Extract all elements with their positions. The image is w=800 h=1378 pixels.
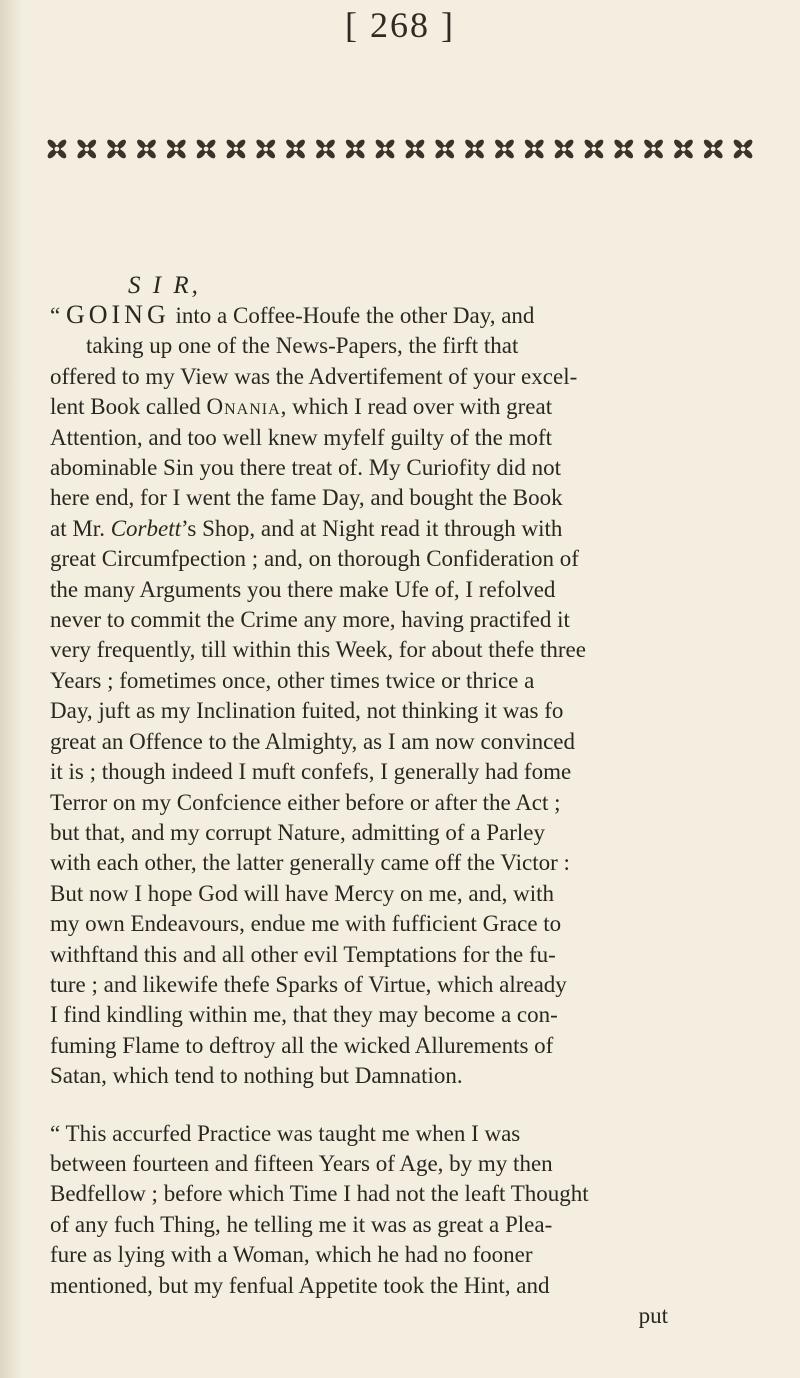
text-line: But now I hope God will have Mercy on me, and, with [50,880,554,906]
fleuron-icon [702,138,724,160]
text-line: withftand this and all other evil Temptations for the fu- [50,941,556,967]
text-line: the many Arguments you there make Ufe of, I refolved [50,576,556,602]
fleuron-icon [583,138,605,160]
text-line: I find kindling within me, that they may become a con- [50,1002,558,1028]
book-title: Onania [206,394,281,420]
text-line: fure as lying with a Woman, which he had no fooner [50,1242,533,1268]
text-line: Satan, which tend to nothing but Damnation. [50,1063,463,1089]
fleuron-icon [165,138,187,160]
paragraph-1 [50,300,750,1092]
text-line: fuming Flame to deftroy all the wicked Allurements of [50,1032,554,1058]
text-line: here end, for I went the fame Day, and bought the Book [50,485,563,511]
fleuron-icon [46,138,68,160]
page-number: [ 268 ] [345,5,455,45]
fleuron-icon [255,138,277,160]
letter-body [50,300,750,1331]
text-line: offered to my View was the Advertifement of your excel- [50,363,578,389]
fleuron-icon [225,138,247,160]
text-line: Terror on my Confcience either before or after the Act ; [50,789,561,815]
text-line: my own Endeavours, endue me with fufficient Grace to [50,911,562,937]
text-line: at Mr. Corbett’s Shop, and at Night read it through with [50,515,563,541]
fleuron-icon [553,138,575,160]
text-line: never to commit the Crime any more, having practifed it [50,607,570,633]
text-line: “ GOING into a Coffee-Houfe the other Day, and [50,300,535,329]
fleuron-icon [672,138,694,160]
paragraph-2 [50,1119,750,1332]
fleuron-icon [76,138,98,160]
text-line: very frequently, till within this Week, for about thefe three [50,637,586,663]
text-line: abominable Sin you there treat of. My Curiofity did not [50,455,562,481]
text-line: Years ; fometimes once, other times twice or thrice a [50,667,535,693]
text-line: it is ; though indeed I muft confefs, I generally had fome [50,759,572,785]
text-line: Day, juft as my Inclination fuited, not thinking it was fo [50,698,564,724]
salutation: S I R, [128,272,201,299]
text-line: with each other, the latter generally came off the Victor : [50,850,570,876]
open-quote: “ [50,303,66,328]
text-line: taking up one of the News-Papers, the firft that [86,333,519,359]
fleuron-icon [344,138,366,160]
text-line: great Circumfpection ; and, on thorough Confideration of [50,546,579,572]
fleuron-icon [314,138,336,160]
fleuron-icon [404,138,426,160]
fleuron-ornament-band [42,130,758,168]
fleuron-icon [523,138,545,160]
scan-edge-shadow [0,0,22,1378]
text-line: “ This accurfed Practice was taught me when I was [50,1120,521,1146]
catchword: put [638,1303,668,1328]
fleuron-icon [135,138,157,160]
text-line: great an Offence to the Almighty, as I am now convinced [50,728,576,754]
text-line: between fourteen and fifteen Years of Age, by my then [50,1150,553,1176]
fleuron-icon [464,138,486,160]
fleuron-icon [493,138,515,160]
text-line: but that, and my corrupt Nature, admitting of a Parley [50,819,546,845]
text-line: of any fuch Thing, he telling me it was as great a Plea- [50,1211,553,1237]
text-line: ture ; and likewife thefe Sparks of Virtue, which already [50,971,567,997]
text-line: mentioned, but my fenfual Appetite took the Hint, and [50,1272,550,1298]
fleuron-icon [643,138,665,160]
text-line: lent Book called Onania, which I read over with great [50,394,553,420]
drop-capital-word: GOING [65,300,170,329]
fleuron-icon [195,138,217,160]
fleuron-icon [106,138,128,160]
fleuron-icon [374,138,396,160]
fleuron-icon [613,138,635,160]
shop-owner-name: Corbett [110,515,181,541]
text-line: Attention, and too well knew myfelf guilty of the moft [50,424,553,450]
fleuron-icon [285,138,307,160]
fleuron-icon [434,138,456,160]
fleuron-icon [732,138,754,160]
text-line: Bedfellow ; before which Time I had not the leaft Thought [50,1181,589,1207]
